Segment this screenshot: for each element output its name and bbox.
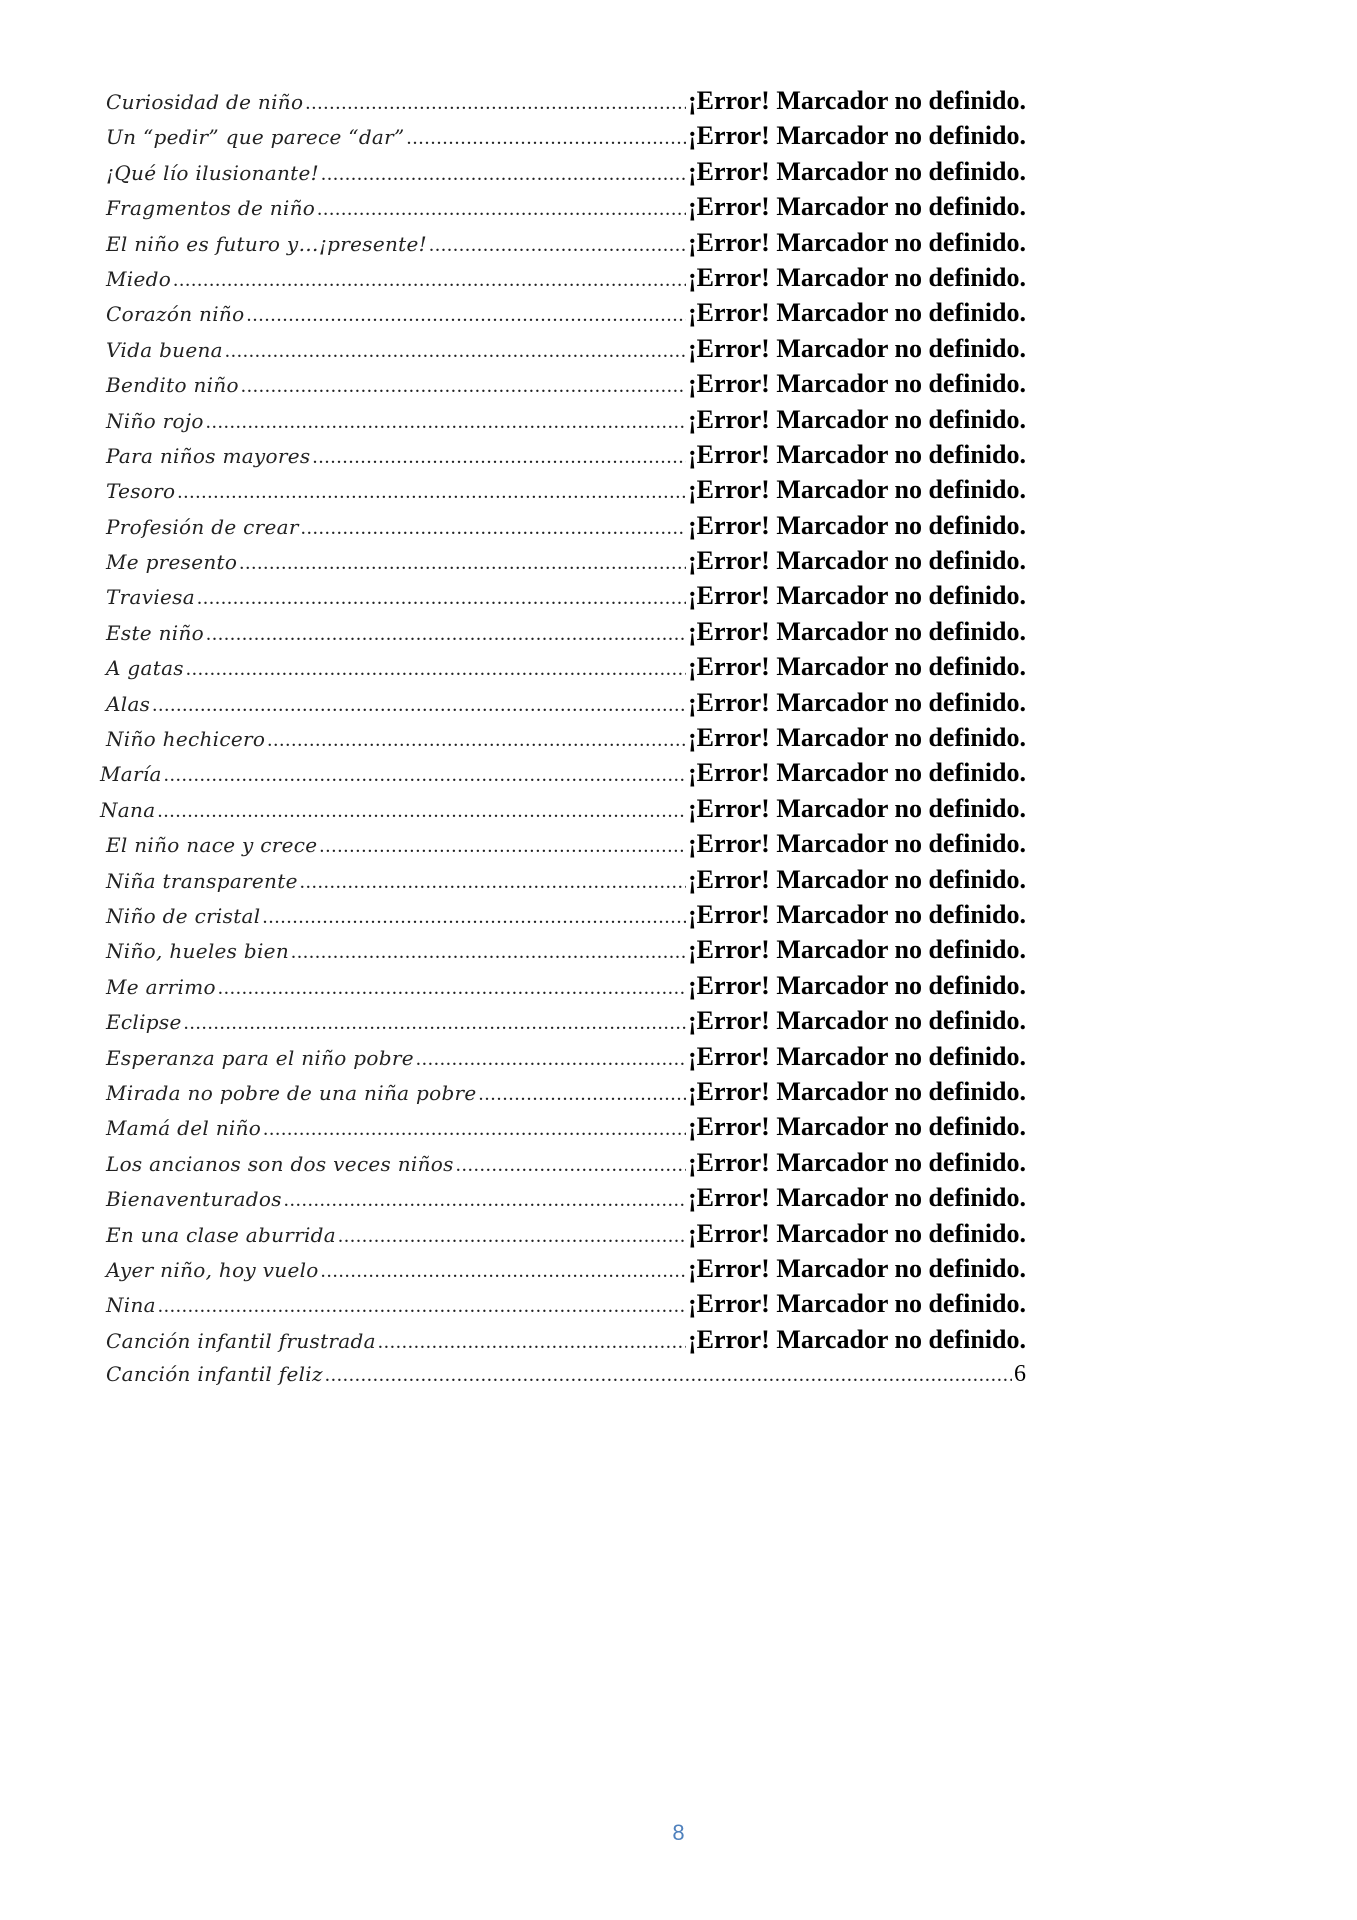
toc-entry-page: ¡Error! Marcador no definido.: [688, 581, 1026, 611]
toc-entry-page: ¡Error! Marcador no definido.: [688, 156, 1026, 186]
toc-entry-page: ¡Error! Marcador no definido.: [688, 439, 1026, 469]
toc-entry-page: ¡Error! Marcador no definido.: [688, 899, 1026, 929]
toc-entry[interactable]: [106, 472, 1026, 507]
toc-dot-leader: [338, 1219, 686, 1254]
toc-dot-leader: [157, 794, 686, 829]
toc-dot-leader: [164, 758, 686, 793]
toc-dot-leader: [479, 1077, 686, 1112]
toc-entry[interactable]: [106, 685, 1026, 720]
toc-entry-page: ¡Error! Marcador no definido.: [688, 1218, 1026, 1248]
toc-entry[interactable]: [106, 225, 1026, 260]
toc-entry[interactable]: [106, 1216, 1026, 1251]
toc-entry[interactable]: [106, 295, 1026, 330]
toc-entry-title: Este niño: [106, 620, 204, 645]
toc-entry[interactable]: [106, 649, 1026, 684]
toc-dot-leader: [321, 157, 686, 192]
toc-entry-title: María: [100, 762, 162, 787]
toc-dot-leader: [325, 1358, 1012, 1393]
toc-dot-leader: [218, 971, 686, 1006]
toc-entry-page: ¡Error! Marcador no definido.: [688, 298, 1026, 328]
toc-entry-title: Nana: [100, 797, 156, 822]
toc-entry[interactable]: [106, 437, 1026, 472]
toc-entry-title: Canción infantil feliz: [106, 1362, 323, 1387]
toc-entry[interactable]: [106, 508, 1026, 543]
toc-entry-title: Niño, hueles bien: [106, 939, 290, 964]
toc-entry-title: Los ancianos son dos veces niños: [106, 1151, 454, 1176]
toc-entry[interactable]: [106, 189, 1026, 224]
toc-entry[interactable]: [106, 1039, 1026, 1074]
toc-entry-page: ¡Error! Marcador no definido.: [688, 1183, 1026, 1213]
toc-entry-title: Vida buena: [106, 337, 223, 362]
toc-entry-title: Nina: [106, 1293, 156, 1318]
toc-dot-leader: [263, 1112, 686, 1147]
toc-entry[interactable]: [106, 1286, 1026, 1321]
toc-entry[interactable]: [106, 578, 1026, 613]
toc-entry-title: En una clase aburrida: [106, 1222, 337, 1247]
toc-entry-page: ¡Error! Marcador no definido.: [688, 1112, 1026, 1142]
toc-entry-title: Canción infantil frustrada: [106, 1328, 376, 1353]
toc-entry[interactable]: [106, 1109, 1026, 1144]
toc-entry-title: Un “pedir” que parece “dar”: [106, 125, 405, 150]
toc-dot-leader: [429, 228, 686, 263]
toc-entry-page: ¡Error! Marcador no definido.: [688, 864, 1026, 894]
toc-dot-leader: [305, 86, 686, 121]
toc-dot-leader: [378, 1325, 686, 1360]
toc-entry-title: Eclipse: [106, 1010, 182, 1035]
table-of-contents: [100, 83, 1026, 1392]
toc-entry-title: Fragmentos de niño: [106, 196, 316, 221]
toc-entry-page: ¡Error! Marcador no definido.: [688, 404, 1026, 434]
toc-dot-leader: [416, 1042, 686, 1077]
toc-dot-leader: [246, 298, 686, 333]
toc-entry-page: ¡Error! Marcador no definido.: [688, 1324, 1026, 1354]
toc-entry-page: ¡Error! Marcador no definido.: [688, 121, 1026, 151]
toc-entry-title: Me presento: [106, 550, 238, 575]
toc-entry-title: Profesión de crear: [106, 514, 299, 539]
toc-entry-title: Me arrimo: [106, 974, 216, 999]
toc-dot-leader: [456, 1148, 686, 1183]
toc-entry[interactable]: [106, 826, 1026, 861]
toc-entry-page: ¡Error! Marcador no definido.: [688, 1147, 1026, 1177]
toc-entry[interactable]: [106, 260, 1026, 295]
toc-entry-title: Niño rojo: [106, 408, 204, 433]
toc-entry-page: ¡Error! Marcador no definido.: [688, 970, 1026, 1000]
toc-entry-title: Bienaventurados: [106, 1187, 282, 1212]
toc-entry-title: Bendito niño: [106, 373, 239, 398]
toc-dot-leader: [284, 1183, 686, 1218]
toc-entry-title: Niño de cristal: [106, 903, 261, 928]
toc-entry-page: ¡Error! Marcador no definido.: [688, 829, 1026, 859]
toc-entry[interactable]: [106, 932, 1026, 967]
toc-entry-title: Esperanza para el niño pobre: [106, 1045, 414, 1070]
toc-entry-title: Ayer niño, hoy vuelo: [106, 1257, 319, 1282]
toc-dot-leader: [291, 935, 686, 970]
toc-entry[interactable]: [106, 1322, 1026, 1357]
toc-dot-leader: [239, 546, 686, 581]
toc-entry-page: ¡Error! Marcador no definido.: [688, 1076, 1026, 1106]
toc-dot-leader: [321, 1254, 686, 1289]
toc-entry-page: ¡Error! Marcador no definido.: [688, 935, 1026, 965]
page-number: 8: [672, 1820, 685, 1845]
toc-dot-leader: [241, 369, 686, 404]
toc-entry-page: ¡Error! Marcador no definido.: [688, 687, 1026, 717]
toc-entry[interactable]: [106, 1074, 1026, 1109]
toc-entry[interactable]: [100, 791, 1026, 826]
toc-dot-leader: [267, 723, 686, 758]
toc-dot-leader: [312, 440, 686, 475]
toc-entry[interactable]: [106, 118, 1026, 153]
toc-dot-leader: [152, 688, 686, 723]
toc-entry[interactable]: [106, 720, 1026, 755]
toc-dot-leader: [407, 121, 686, 156]
toc-dot-leader: [197, 581, 686, 616]
toc-dot-leader: [300, 865, 686, 900]
toc-entry[interactable]: [106, 1003, 1026, 1038]
toc-entry-title: A gatas: [106, 656, 184, 681]
toc-entry-page: ¡Error! Marcador no definido.: [688, 262, 1026, 292]
toc-entry-page: ¡Error! Marcador no definido.: [688, 616, 1026, 646]
toc-entry[interactable]: [100, 755, 1026, 790]
toc-entry-title: Corazón niño: [106, 302, 245, 327]
toc-entry-page: ¡Error! Marcador no definido.: [688, 1289, 1026, 1319]
toc-entry[interactable]: [106, 1180, 1026, 1215]
toc-dot-leader: [173, 263, 686, 298]
toc-entry-title: Para niños mayores: [106, 443, 311, 468]
toc-entry[interactable]: [106, 1145, 1026, 1180]
toc-dot-leader: [301, 511, 686, 546]
toc-entry-title: El niño es futuro y…¡presente!: [106, 231, 427, 256]
toc-entry-page: ¡Error! Marcador no definido.: [688, 192, 1026, 222]
toc-entry-page: ¡Error! Marcador no definido.: [688, 475, 1026, 505]
toc-entry[interactable]: [106, 897, 1026, 932]
toc-entry[interactable]: [106, 366, 1026, 401]
toc-entry[interactable]: [106, 83, 1026, 118]
toc-entry-page: ¡Error! Marcador no definido.: [688, 546, 1026, 576]
toc-dot-leader: [206, 405, 686, 440]
toc-entry-page: ¡Error! Marcador no definido.: [688, 369, 1026, 399]
toc-entry[interactable]: [106, 154, 1026, 189]
toc-entry-page: ¡Error! Marcador no definido.: [688, 793, 1026, 823]
toc-entry-page: ¡Error! Marcador no definido.: [688, 1253, 1026, 1283]
toc-entry[interactable]: [106, 1251, 1026, 1286]
toc-entry-page: ¡Error! Marcador no definido.: [688, 1006, 1026, 1036]
toc-entry-title: Niña transparente: [106, 868, 298, 893]
toc-dot-leader: [184, 1006, 686, 1041]
toc-entry[interactable]: [106, 968, 1026, 1003]
toc-entry-title: El niño nace y crece: [106, 833, 318, 858]
toc-dot-leader: [186, 652, 686, 687]
toc-entry[interactable]: [106, 862, 1026, 897]
toc-dot-leader: [317, 192, 686, 227]
toc-dot-leader: [262, 900, 686, 935]
toc-entry-page: ¡Error! Marcador no definido.: [688, 758, 1026, 788]
toc-entry-page: ¡Error! Marcador no definido.: [688, 723, 1026, 753]
toc-entry-title: Mirada no pobre de una niña pobre: [106, 1080, 477, 1105]
toc-dot-leader: [225, 334, 686, 369]
toc-dot-leader: [158, 1289, 686, 1324]
toc-dot-leader: [206, 617, 686, 652]
toc-entry[interactable]: [106, 331, 1026, 366]
toc-entry-title: Niño hechicero: [106, 727, 266, 752]
toc-entry-page: ¡Error! Marcador no definido.: [688, 333, 1026, 363]
toc-dot-leader: [319, 829, 686, 864]
toc-entry-title: Curiosidad de niño: [106, 90, 304, 114]
toc-entry[interactable]: [106, 1357, 1026, 1392]
toc-entry-page: 6: [1014, 1361, 1026, 1388]
toc-entry-page: ¡Error! Marcador no definido.: [688, 510, 1026, 540]
toc-entry-title: Alas: [106, 691, 151, 716]
toc-entry-page: ¡Error! Marcador no definido.: [688, 86, 1026, 115]
toc-entry-title: Miedo: [106, 266, 172, 291]
toc-entry[interactable]: [106, 543, 1026, 578]
toc-entry-title: Traviesa: [106, 585, 195, 610]
toc-entry[interactable]: [106, 614, 1026, 649]
toc-entry-page: ¡Error! Marcador no definido.: [688, 227, 1026, 257]
toc-entry-page: ¡Error! Marcador no definido.: [688, 1041, 1026, 1071]
toc-entry-page: ¡Error! Marcador no definido.: [688, 652, 1026, 682]
toc-entry-title: Tesoro: [106, 479, 176, 504]
toc-entry[interactable]: [106, 402, 1026, 437]
toc-entry-title: Mamá del niño: [106, 1116, 262, 1141]
toc-dot-leader: [177, 475, 686, 510]
toc-entry-title: ¡Qué lío ilusionante!: [106, 160, 319, 185]
